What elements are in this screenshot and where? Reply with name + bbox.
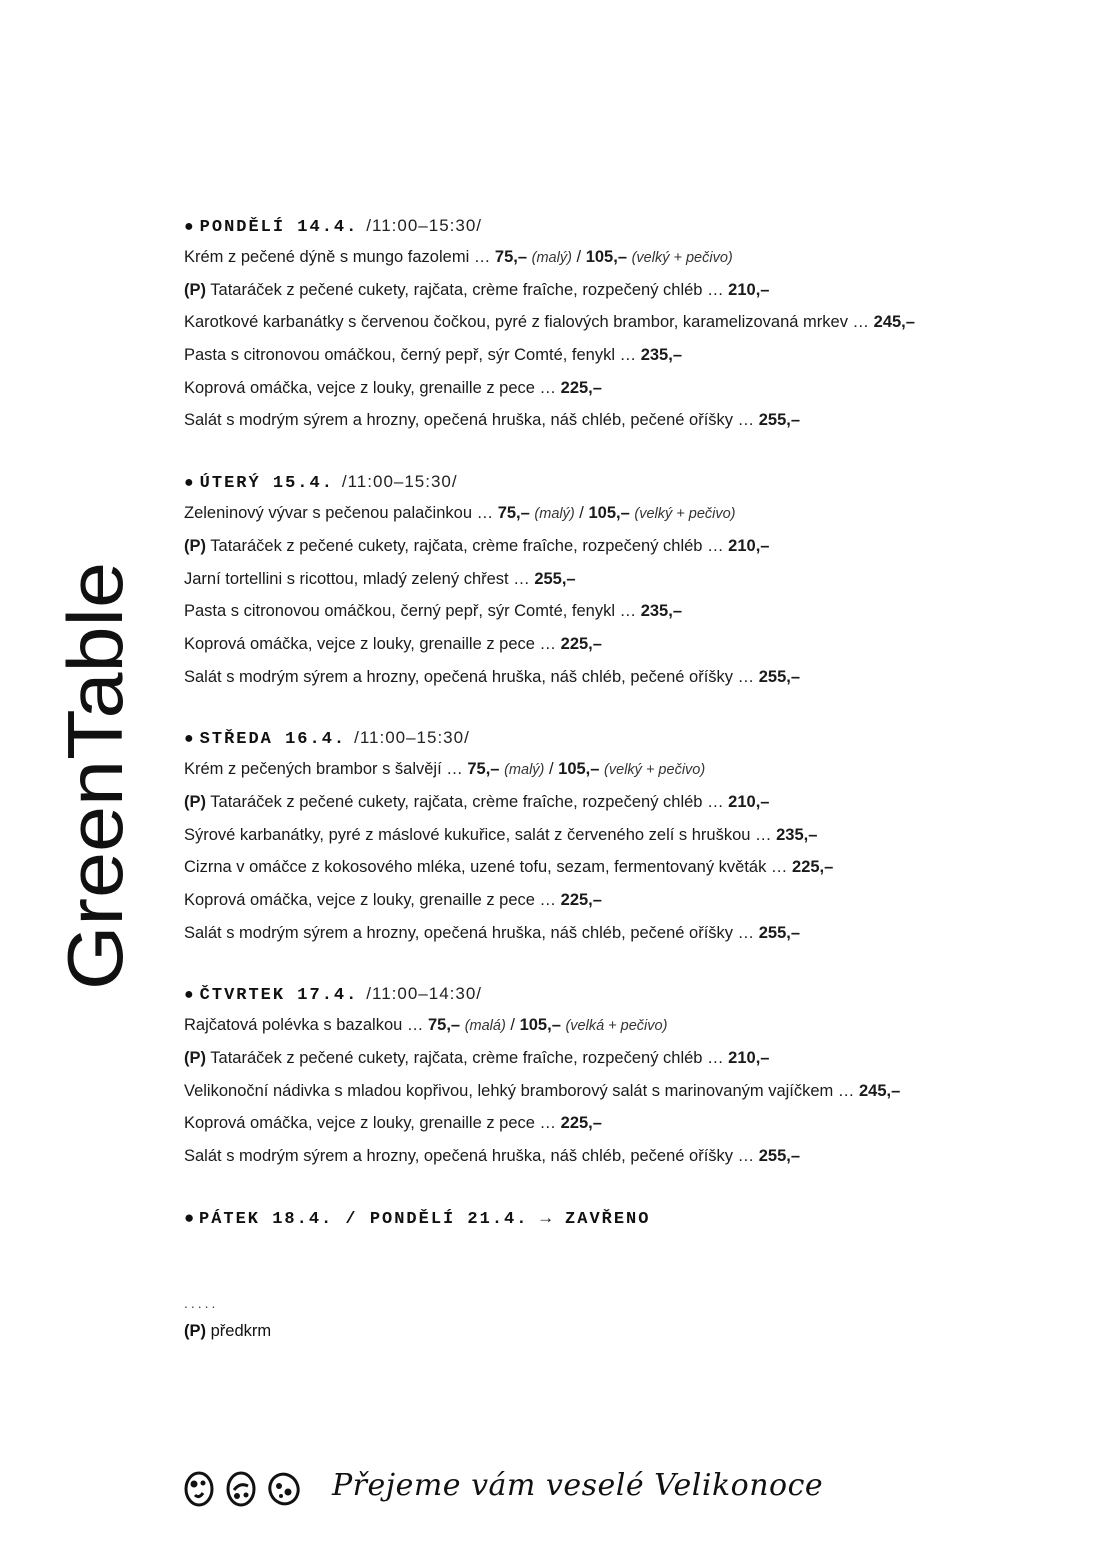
starter-tag: (P) bbox=[184, 792, 206, 811]
day-hours: /11:00–14:30/ bbox=[366, 984, 483, 1004]
item-price-large: 105,– bbox=[558, 760, 600, 779]
item-price: 210,– bbox=[728, 792, 770, 811]
price-separator: / bbox=[576, 248, 582, 266]
item-price: 235,– bbox=[776, 825, 818, 844]
menu-item bbox=[184, 819, 1064, 852]
portion-note-large: (velký + pečivo) bbox=[634, 506, 736, 523]
day-section bbox=[184, 467, 1064, 693]
portion-note: (malý) bbox=[504, 762, 545, 779]
item-price: 255,– bbox=[758, 1147, 801, 1166]
menu-item bbox=[184, 786, 1064, 819]
closed-notice bbox=[184, 1203, 1064, 1233]
starter-tag: (P) bbox=[184, 536, 206, 555]
portion-note: (malý) bbox=[534, 506, 575, 523]
day-section bbox=[184, 979, 1064, 1172]
portion-note: (malý) bbox=[531, 250, 572, 266]
brand-logo-svg bbox=[51, 560, 139, 1000]
menu-item bbox=[184, 753, 1064, 786]
item-name: Zeleninový vývar s pečenou palačinkou … bbox=[184, 504, 494, 523]
egg-icon bbox=[224, 1468, 258, 1508]
portion-note: (malá) bbox=[464, 1018, 506, 1035]
item-name: Koprová omáčka, vejce z louky, grenaille z pece … bbox=[184, 634, 557, 653]
day-hours: /11:00–15:30/ bbox=[341, 472, 458, 492]
menu-item bbox=[184, 306, 1064, 339]
menu-item bbox=[184, 1075, 1064, 1108]
bullet-icon: ● bbox=[184, 474, 194, 492]
item-price: 225,– bbox=[560, 1114, 602, 1133]
menu-item bbox=[184, 851, 1064, 884]
item-name: Koprová omáčka, vejce z louky, grenaille z pece … bbox=[184, 378, 557, 397]
item-name: Salát s modrým sýrem a hrozny, opečená hruška, náš chléb, pečené oříšky … bbox=[184, 667, 755, 686]
day-name: ÚTERÝ 15.4. bbox=[199, 474, 334, 494]
item-price: 225,– bbox=[560, 891, 602, 909]
closed-text: PÁTEK 18.4. / PONDĚLÍ 21.4. → ZAVŘENO bbox=[199, 1209, 651, 1229]
item-price: 255,– bbox=[758, 411, 801, 430]
legend-line bbox=[184, 1316, 271, 1346]
brand-logo bbox=[51, 560, 139, 1000]
daily-menu bbox=[184, 211, 1064, 1233]
menu-item bbox=[184, 372, 1064, 405]
menu-item bbox=[184, 404, 1064, 437]
item-name: Tataráček z pečené cukety, rajčata, crème fraîche, rozpečený chléb … bbox=[210, 536, 724, 555]
legend-text: předkrm bbox=[210, 1322, 272, 1340]
bullet-icon: ● bbox=[184, 218, 194, 235]
menu-item bbox=[184, 628, 1064, 661]
menu-item bbox=[184, 595, 1064, 628]
day-hours: /11:00–15:30/ bbox=[366, 216, 483, 235]
menu-item bbox=[184, 1140, 1064, 1173]
item-name: Jarní tortellini s ricottou, mladý zelený chřest … bbox=[184, 569, 530, 588]
bullet-icon: ● bbox=[184, 730, 194, 748]
day-name: STŘEDA 16.4. bbox=[199, 730, 347, 750]
item-price: 75,– bbox=[494, 248, 528, 266]
item-name: Tataráček z pečené cukety, rajčata, crème fraîche, rozpečený chléb … bbox=[210, 1049, 724, 1068]
day-header bbox=[184, 467, 1064, 497]
item-price: 255,– bbox=[758, 923, 801, 942]
item-price: 75,– bbox=[427, 1016, 461, 1035]
item-name: Pasta s citronovou omáčkou, černý pepř, sýr Comté, fenykl … bbox=[184, 602, 637, 621]
item-price: 210,– bbox=[728, 280, 770, 299]
egg-icon bbox=[182, 1468, 216, 1508]
item-name: Koprová omáčka, vejce z louky, grenaille z pece … bbox=[184, 891, 557, 909]
item-price: 255,– bbox=[534, 569, 576, 588]
item-price: 255,– bbox=[758, 667, 801, 686]
menu-item bbox=[184, 1107, 1064, 1140]
day-section bbox=[184, 211, 1064, 437]
starter-tag: (P) bbox=[184, 280, 206, 299]
brand-name: GreenTable bbox=[51, 586, 139, 990]
item-name: Salát s modrým sýrem a hrozny, opečená hruška, náš chléb, pečené oříšky … bbox=[184, 1147, 755, 1166]
legend bbox=[184, 1290, 271, 1346]
day-section bbox=[184, 723, 1064, 949]
price-separator: / bbox=[579, 504, 584, 523]
item-name: Salát s modrým sýrem a hrozny, opečená hruška, náš chléb, pečené oříšky … bbox=[184, 923, 755, 942]
item-price: 225,– bbox=[792, 858, 834, 877]
menu-item bbox=[184, 917, 1064, 950]
menu-item bbox=[184, 274, 1064, 307]
portion-note-large: (velká + pečivo) bbox=[565, 1018, 668, 1035]
item-name: Pasta s citronovou omáčkou, černý pepř, sýr Comté, fenykl … bbox=[184, 346, 637, 365]
item-price: 210,– bbox=[728, 1049, 770, 1068]
easter-wish: Přejeme vám veselé Velikonoce bbox=[332, 1468, 824, 1503]
item-name: Karotkové karbanátky s červenou čočkou, pyré z fialových brambor, karamelizovaná mrkev … bbox=[184, 313, 870, 332]
menu-item bbox=[184, 1042, 1064, 1075]
legend-tag: (P) bbox=[184, 1322, 206, 1340]
item-price: 210,– bbox=[728, 536, 770, 555]
item-name: Velikonoční nádivka s mladou kopřivou, lehký bramborový salát s marinovaným vajíčkem … bbox=[184, 1081, 855, 1100]
item-name: Sýrové karbanátky, pyré z máslové kukuřice, salát z červeného zelí s hruškou … bbox=[184, 825, 772, 844]
item-name: Tataráček z pečené cukety, rajčata, crème fraîche, rozpečený chléb … bbox=[210, 792, 724, 811]
item-name: Cizrna v omáčce z kokosového mléka, uzené tofu, sezam, fermentovaný květák … bbox=[184, 858, 788, 877]
item-price: 225,– bbox=[560, 378, 602, 397]
item-price: 225,– bbox=[560, 634, 602, 653]
menu-item bbox=[184, 497, 1064, 530]
portion-note-large: (velký + pečivo) bbox=[631, 250, 733, 266]
item-name: Koprová omáčka, vejce z louky, grenaille z pece … bbox=[184, 1114, 557, 1133]
day-header bbox=[184, 723, 1064, 753]
item-price-large: 105,– bbox=[585, 248, 627, 266]
menu-item bbox=[184, 563, 1064, 596]
price-separator: / bbox=[510, 1016, 515, 1035]
legend-separator: ..... bbox=[184, 1295, 219, 1311]
item-price: 235,– bbox=[640, 602, 682, 621]
item-price: 235,– bbox=[640, 346, 682, 365]
item-price: 245,– bbox=[873, 313, 915, 332]
day-header bbox=[184, 979, 1064, 1009]
day-name: ČTVRTEK 17.4. bbox=[199, 986, 359, 1006]
bullet-icon: ● bbox=[184, 986, 194, 1004]
menu-item bbox=[184, 1009, 1064, 1042]
item-name: Salát s modrým sýrem a hrozny, opečená hruška, náš chléb, pečené oříšky … bbox=[184, 411, 755, 430]
menu-item bbox=[184, 339, 1064, 372]
item-name: Tataráček z pečené cukety, rajčata, crème fraîche, rozpečený chléb … bbox=[210, 280, 724, 299]
day-name: PONDĚLÍ 14.4. bbox=[199, 218, 359, 237]
item-price-large: 105,– bbox=[588, 504, 630, 523]
item-name: Krém z pečené dýně s mungo fazolemi … bbox=[184, 248, 491, 266]
day-hours: /11:00–15:30/ bbox=[354, 728, 470, 748]
menu-item bbox=[184, 884, 1064, 917]
starter-tag: (P) bbox=[184, 1049, 206, 1068]
egg-icon bbox=[266, 1468, 302, 1508]
portion-note-large: (velký + pečivo) bbox=[604, 762, 706, 779]
item-name: Krém z pečených brambor s šalvějí … bbox=[184, 760, 463, 779]
menu-item bbox=[184, 241, 1064, 274]
item-name: Rajčatová polévka s bazalkou … bbox=[184, 1016, 424, 1035]
item-price: 75,– bbox=[467, 760, 500, 779]
menu-item bbox=[184, 530, 1064, 563]
menu-item bbox=[184, 661, 1064, 694]
price-separator: / bbox=[548, 760, 554, 779]
item-price: 75,– bbox=[497, 504, 530, 523]
day-header bbox=[184, 211, 1064, 241]
bullet-icon: ● bbox=[184, 1207, 199, 1227]
item-price: 245,– bbox=[858, 1081, 901, 1100]
item-price-large: 105,– bbox=[519, 1016, 561, 1035]
